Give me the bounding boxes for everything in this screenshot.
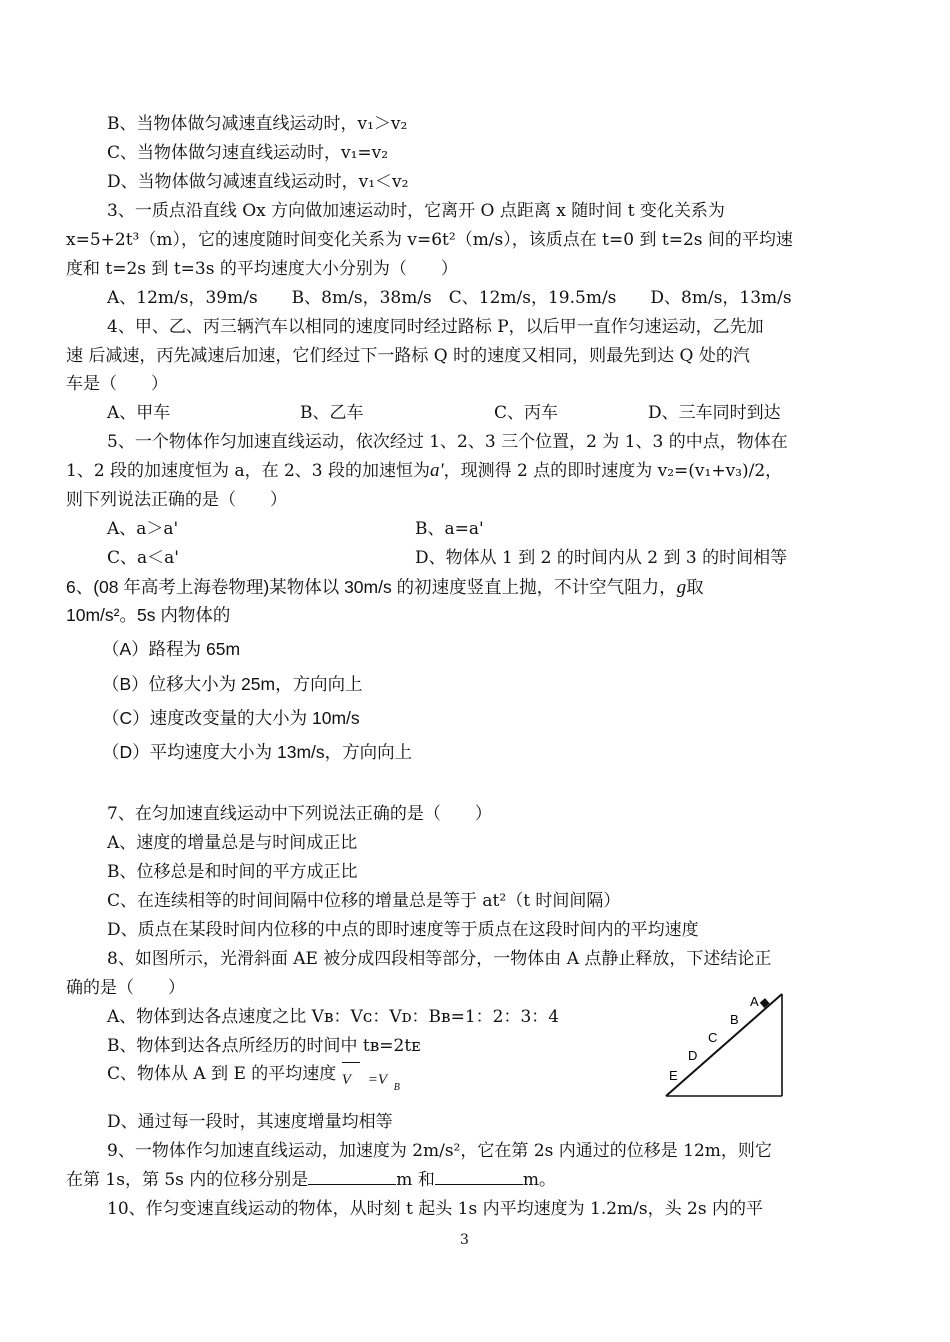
line-q8-option-d: D、通过每一段时，其速度增量均相等	[107, 1112, 393, 1132]
line-q10-stem: 10、作匀变速直线运动的物体，从时刻 t 起头 1s 内平均速度为 1.2m/s，头 2s 内的平	[107, 1199, 763, 1219]
incline-line	[666, 994, 782, 1096]
line-q3-options: A、12m/s，39m/s B、8m/s，38m/s C、12m/s，19.5m/s D、8m/s，13m/s	[107, 288, 792, 308]
line-q8-stem-1: 8、如图所示，光滑斜面 AE 被分成四段相等部分，一物体由 A 点静止释放，下述结论正	[107, 949, 772, 969]
line-q6-stem-2: 10m/s²。5s 内物体的	[66, 605, 231, 625]
q9-stem-2-part2: m 和	[396, 1170, 435, 1190]
line-q8-option-a: A、物体到达各点速度之比 Vʙ：Vᴄ：Vᴅ：Bʙ=1：2：3：4	[107, 1007, 560, 1027]
line-q4-stem-3: 车是（ ）	[66, 374, 168, 394]
line-q7-option-b: B、位移总是和时间的平方成正比	[107, 862, 358, 882]
line-q7-stem: 7、在匀加速直线运动中下列说法正确的是（ ）	[107, 804, 492, 824]
line-q8-option-b: B、物体到达各点所经历的时间中 tʙ=2tᴇ	[107, 1036, 421, 1056]
point-label-a: A	[750, 994, 759, 1009]
line-q4-option-c: C、丙车	[494, 403, 559, 423]
point-label-e: E	[669, 1068, 678, 1083]
q6-stem-1-part1: 6、(08 年高考上海卷物理)某物体以 30m/s 的初速度竖直上抛，不计空气阻力，	[66, 577, 677, 597]
line-q5-option-a: A、a＞a'	[107, 519, 179, 539]
line-q5-option-d: D、物体从 1 到 2 的时间内从 2 到 3 的时间相等	[415, 548, 788, 568]
line-q7-option-a: A、速度的增量总是与时间成正比	[107, 833, 358, 853]
point-label-b: B	[730, 1012, 739, 1027]
line-q9-stem-2	[66, 1169, 556, 1191]
line-q5-option-b: B、a=a'	[415, 519, 484, 539]
q5-stem-2-part2: ，现测得 2 点的即时速度为 v₂=(v₁+v₃)/2，	[443, 461, 783, 481]
a-prime-symbol: a'	[430, 460, 444, 481]
line-q8-stem-2: 确的是（ ）	[66, 978, 185, 998]
line-q5-stem-2	[66, 460, 782, 482]
line-q5-option-c: C、a＜a'	[107, 548, 179, 568]
g-symbol: g	[676, 577, 687, 598]
line-q2-c: C、当物体做匀速直线运动时，v₁=v₂	[107, 143, 389, 163]
line-q4-stem-2: 速 后减速，丙先减速后加速，它们经过下一路标 Q 时的速度又相同，则最先到达 Q 处的汽	[66, 346, 750, 366]
line-q6-option-b: （B）位移大小为 25m，方向向上	[102, 674, 363, 694]
q9-stem-2-part1: 在第 1s，第 5s 内的位移分别是	[66, 1170, 309, 1190]
line-q4-stem-1: 4、甲、乙、丙三辆汽车以相同的速度同时经过路标 P，以后甲一直作匀速运动，乙先加	[107, 317, 764, 337]
line-q2-b: B、当物体做匀减速直线运动时，v₁＞v₂	[107, 114, 408, 134]
line-q5-stem-3: 则下列说法正确的是（ ）	[66, 490, 287, 510]
line-q7-option-c: C、在连续相等的时间间隔中位移的增量总是等于 at²（t 时间间隔）	[107, 891, 621, 911]
q9-stem-2-part3: m。	[522, 1170, 556, 1190]
line-q8-option-c	[107, 1063, 408, 1093]
line-q3-stem-3: 度和 t=2s 到 t=3s 的平均速度大小分别为（ ）	[66, 259, 458, 279]
page-number: 3	[460, 1232, 469, 1248]
eq-vb-symbol: =V	[367, 1072, 388, 1088]
point-label-d: D	[688, 1048, 698, 1063]
line-q3-stem-1: 3、一质点沿直线 Ox 方向做加速运动时，它离开 O 点距离 x 随时间 t 变化关系为	[107, 201, 725, 221]
line-q9-stem-1: 9、一物体作匀加速直线运动，加速度为 2m/s²，它在第 2s 内通过的位移是 12m，则它	[107, 1141, 772, 1161]
line-q4-option-d: D、三车同时到达	[648, 403, 781, 423]
q8-option-c-text: C、物体从 A 到 E 的平均速度	[107, 1064, 337, 1084]
line-q6-stem-1	[66, 576, 704, 599]
line-q3-stem-2: x=5+2t³（m），它的速度随时间变化关系为 v=6t²（m/s），该质点在 t=0 到 t=2s 间的平均速	[66, 230, 793, 250]
line-q7-option-d: D、质点在某段时间内位移的中点的即时速度等于质点在这段时间内的平均速度	[107, 920, 699, 940]
line-q6-option-a: （A）路程为 65m	[102, 639, 241, 659]
incline-figure	[664, 990, 786, 1102]
point-label-c: C	[708, 1030, 718, 1045]
sub-b-symbol: B	[393, 1082, 400, 1093]
q5-stem-2-part1: 1、2 段的加速度恒为 a，在 2、3 段的加速恒为	[66, 461, 431, 481]
line-q4-option-b: B、乙车	[300, 403, 364, 423]
answer-blank-2[interactable]	[435, 1170, 523, 1185]
overline-bar	[342, 1062, 360, 1063]
line-q6-option-c: （C）速度改变量的大小为 10m/s	[102, 708, 360, 728]
line-q2-d: D、当物体做匀减速直线运动时，v₁＜v₂	[107, 172, 409, 192]
q6-stem-1-part2: 取	[686, 577, 704, 597]
vbar-symbol: V	[341, 1072, 351, 1088]
line-q4-option-a: A、甲车	[107, 403, 171, 423]
line-q5-stem-1: 5、一个物体作匀加速直线运动，依次经过 1、2、3 三个位置，2 为 1、3 的中点，物体在	[107, 432, 788, 452]
average-velocity-formula	[342, 1063, 408, 1093]
answer-blank-1[interactable]	[308, 1170, 396, 1185]
line-q6-option-d: （D）平均速度大小为 13m/s，方向向上	[102, 742, 413, 762]
